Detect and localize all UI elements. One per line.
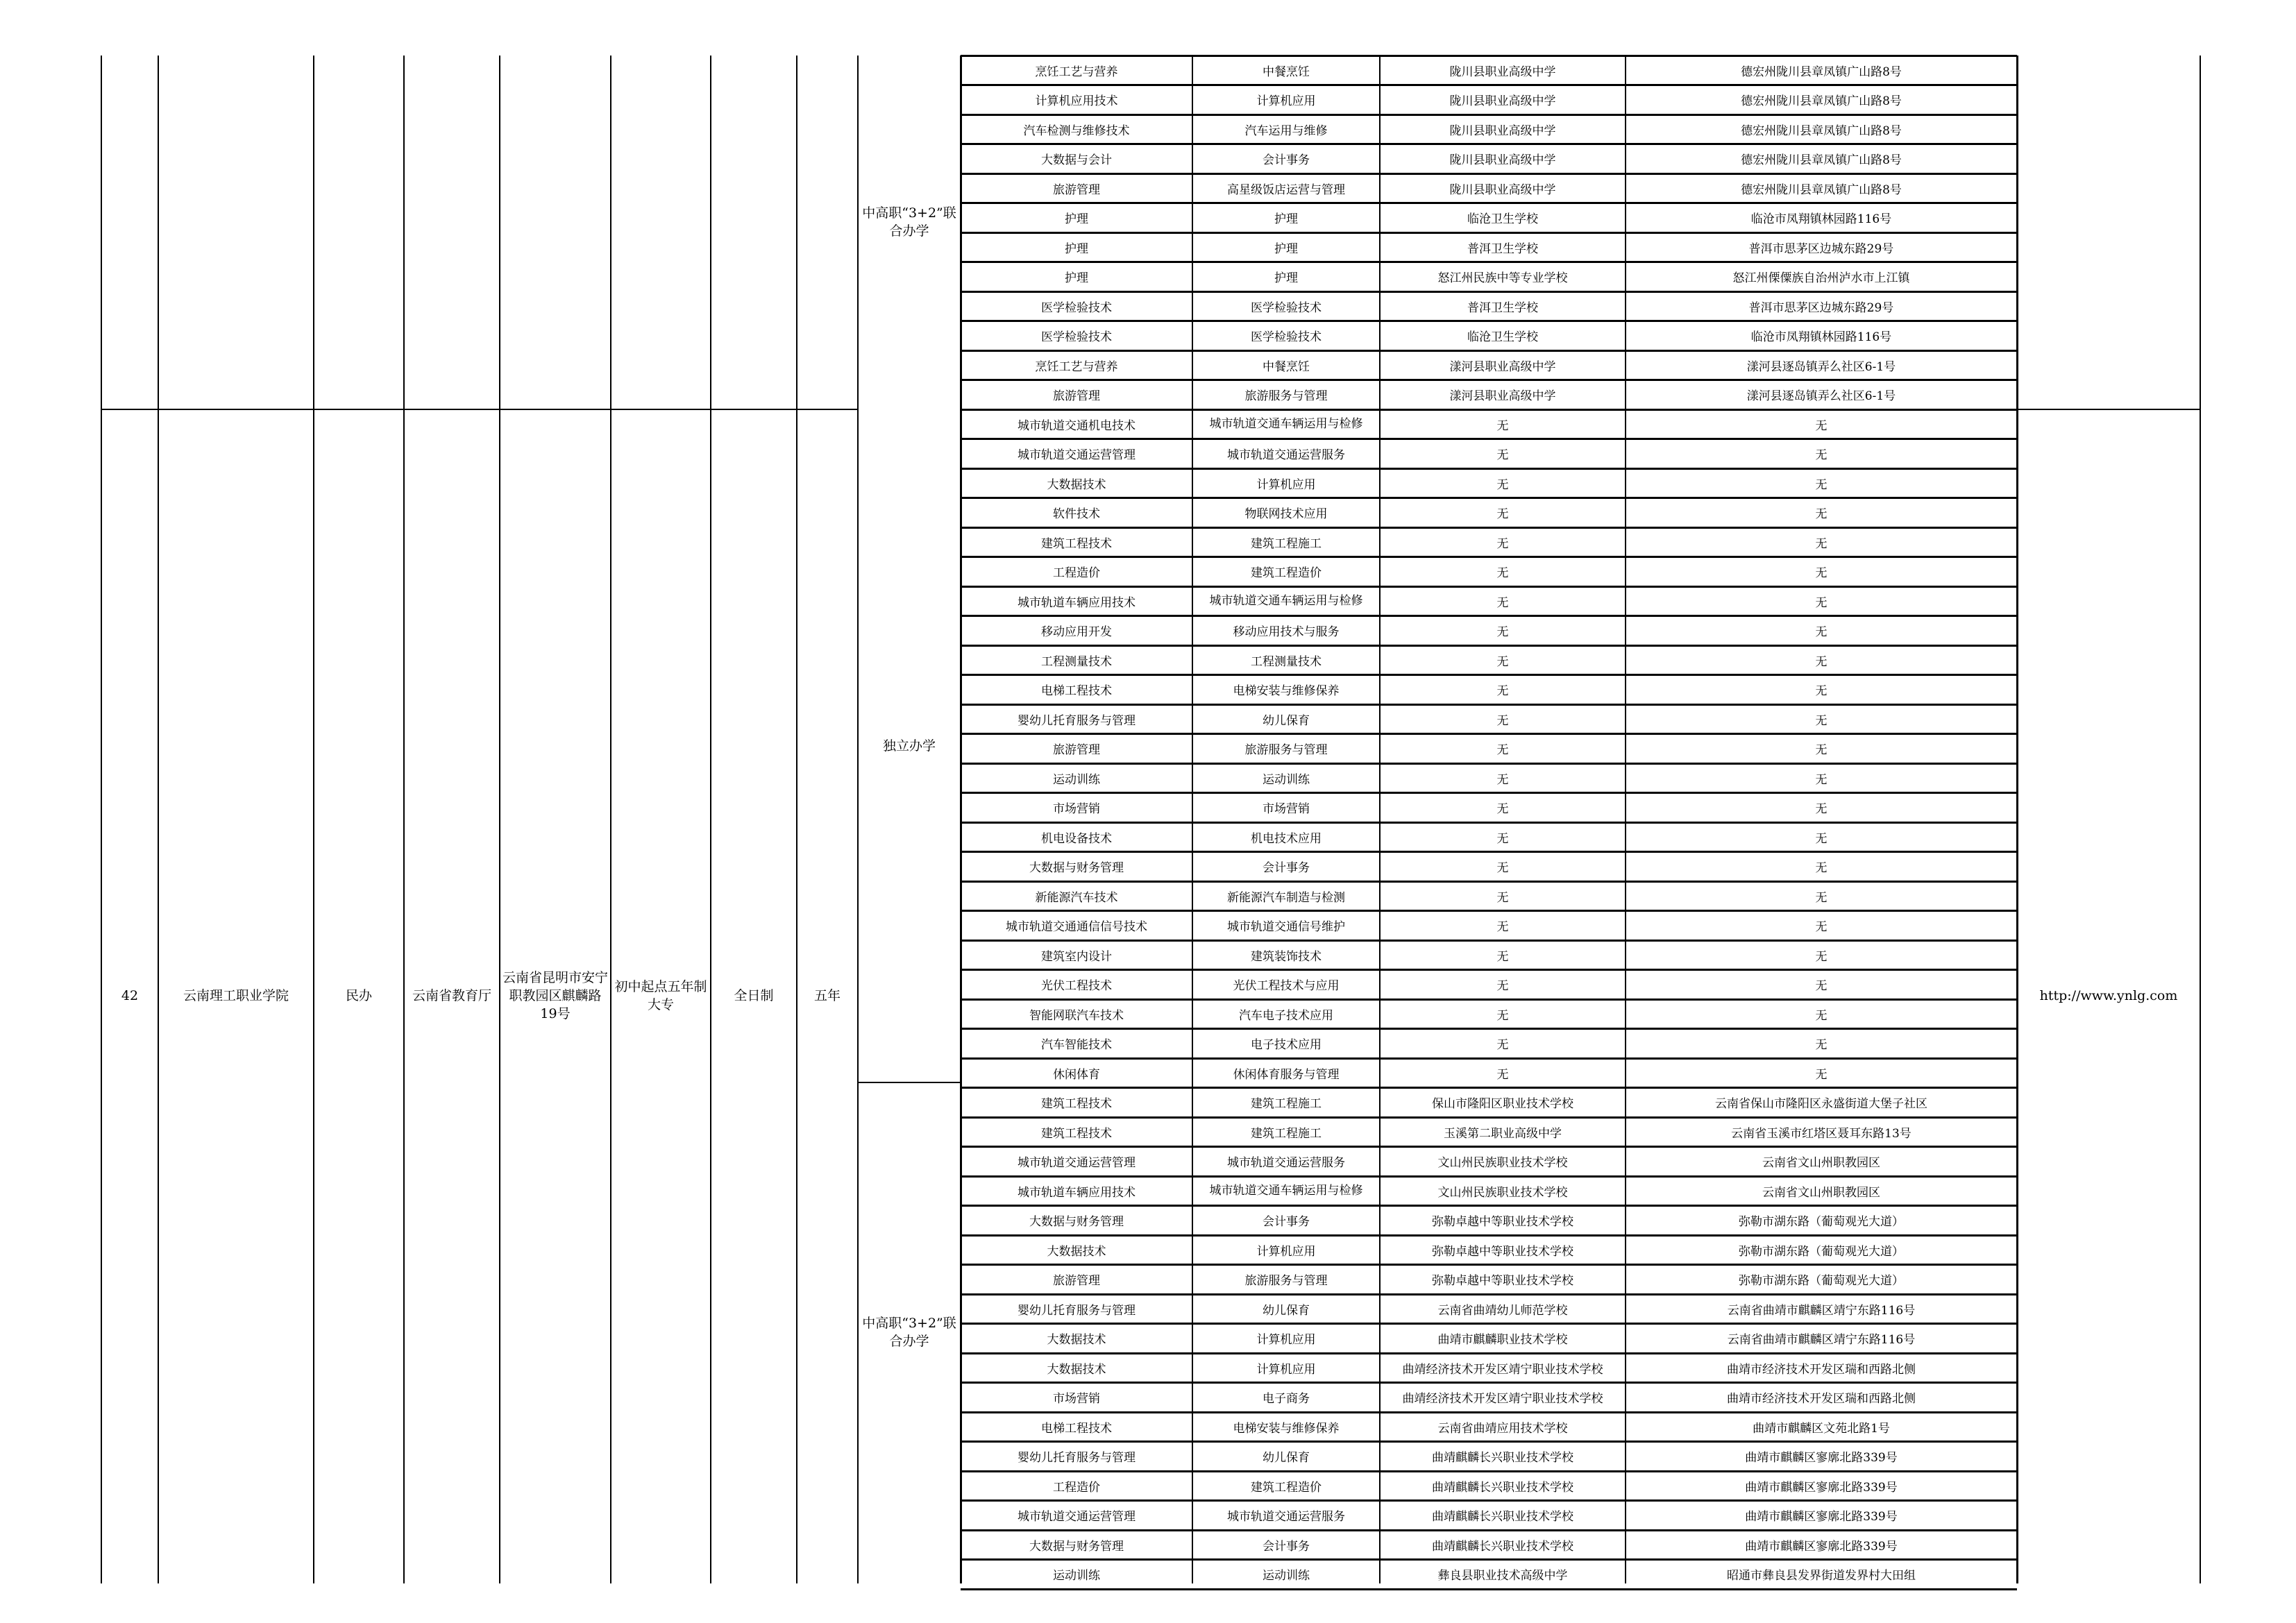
partner-school-cell: 彝良县职业技术高级中学 (1437, 1569, 1568, 1583)
secondary-major-cell: 建筑工程施工 (1251, 1097, 1322, 1112)
major-cell: 城市轨道交通运营管理 (1018, 448, 1136, 463)
table-grid-line (961, 468, 2017, 470)
partner-address-cell: 曲靖市麒麟区寥廓北路339号 (1745, 1539, 1898, 1554)
partner-address-cell: 无 (1815, 536, 1827, 551)
partner-school-cell: 普洱卫生学校 (1467, 300, 1538, 315)
secondary-major-cell: 计算机应用 (1256, 1244, 1316, 1259)
group-a-mode: 中高职“3+2”联合办学 (862, 205, 956, 239)
school-index: 42 (121, 988, 139, 1003)
partner-address-cell: 无 (1815, 684, 1827, 699)
major-cell: 智能网联汽车技术 (1029, 1008, 1124, 1023)
table-grid-line (961, 320, 2017, 322)
table-grid-line (960, 56, 962, 1583)
partner-address-cell: 昭通市彝良县发界街道发界村大田组 (1727, 1569, 1916, 1583)
partner-school-cell: 临沧卫生学校 (1467, 330, 1538, 345)
secondary-major-cell: 护理 (1274, 241, 1298, 256)
partner-school-cell: 无 (1496, 654, 1509, 669)
partner-address-cell: 无 (1815, 595, 1827, 610)
secondary-major-cell: 中餐烹饪 (1263, 359, 1310, 374)
partner-address-cell: 临沧市凤翔镇林园路116号 (1750, 330, 1892, 345)
partner-address-cell: 德宏州陇川县章凤镇广山路8号 (1741, 65, 1902, 79)
secondary-major-cell: 城市轨道交通车辆运用与检修 (1209, 1183, 1363, 1198)
partner-school-cell: 漾河县职业高级中学 (1449, 389, 1556, 404)
partner-school-cell: 陇川县职业高级中学 (1449, 124, 1556, 138)
partner-address-cell: 无 (1815, 713, 1827, 728)
major-cell: 汽车检测与维修技术 (1023, 124, 1130, 138)
major-cell: 婴幼儿托育服务与管理 (1018, 1451, 1136, 1465)
table-grid-line (961, 1264, 2017, 1266)
table-grid-line (2017, 409, 2200, 410)
major-cell: 软件技术 (1053, 507, 1100, 522)
partner-address-cell: 无 (1815, 654, 1827, 669)
partner-school-cell: 无 (1496, 684, 1509, 699)
table-grid-line (961, 438, 2017, 440)
partner-school-cell: 无 (1496, 743, 1509, 758)
table-grid-line (961, 822, 2017, 824)
table-grid-line (499, 56, 500, 1583)
major-cell: 旅游管理 (1053, 743, 1100, 758)
partner-address-cell: 德宏州陇川县章凤镇广山路8号 (1741, 94, 1902, 109)
major-cell: 建筑工程技术 (1041, 1097, 1112, 1112)
secondary-major-cell: 幼儿保育 (1263, 1303, 1310, 1318)
partner-address-cell: 无 (1815, 477, 1827, 492)
major-cell: 烹饪工艺与营养 (1035, 359, 1118, 374)
partner-school-cell: 曲靖麒麟长兴职业技术学校 (1432, 1510, 1573, 1524)
partner-school-cell: 曲靖麒麟长兴职业技术学校 (1432, 1480, 1573, 1495)
table-grid-line (961, 940, 2017, 942)
secondary-major-cell: 运动训练 (1263, 1569, 1310, 1583)
table-grid-line (961, 261, 2017, 263)
table-grid-line (961, 733, 2017, 735)
major-cell: 机电设备技术 (1041, 831, 1112, 846)
partner-address-cell: 弥勒市湖东路（葡萄观光大道） (1739, 1274, 1904, 1289)
major-cell: 城市轨道交通机电技术 (1018, 418, 1136, 433)
major-cell: 护理 (1065, 212, 1088, 227)
table-grid-line (961, 1234, 2017, 1237)
table-grid-line (961, 1146, 2017, 1148)
partner-address-cell: 怒江州傈僳族自治州泸水市上江镇 (1732, 271, 1910, 286)
secondary-major-cell: 医学检验技术 (1251, 330, 1322, 345)
partner-school-cell: 无 (1496, 477, 1509, 492)
major-cell: 婴幼儿托育服务与管理 (1018, 1303, 1136, 1318)
secondary-major-cell: 建筑工程施工 (1251, 1126, 1322, 1141)
partner-school-cell: 无 (1496, 1038, 1509, 1053)
secondary-major-cell: 城市轨道交通运营服务 (1227, 1510, 1345, 1524)
table-grid-line (961, 1558, 2017, 1561)
partner-school-cell: 陇川县职业高级中学 (1449, 65, 1556, 79)
school-program: 初中起点五年制大专 (614, 979, 707, 1012)
table-grid-line (101, 56, 102, 1583)
secondary-major-cell: 机电技术应用 (1251, 831, 1322, 846)
partner-address-cell: 无 (1815, 920, 1827, 935)
table-grid-line (710, 56, 711, 1583)
table-grid-line (961, 143, 2017, 145)
major-cell: 大数据技术 (1047, 1362, 1106, 1377)
partner-address-cell: 德宏州陇川县章凤镇广山路8号 (1741, 124, 1902, 138)
partner-school-cell: 玉溪第二职业高级中学 (1444, 1126, 1562, 1141)
partner-school-cell: 云南省曲靖应用技术学校 (1437, 1421, 1568, 1436)
partner-address-cell: 无 (1815, 979, 1827, 994)
table-grid-line (961, 881, 2017, 883)
partner-address-cell: 云南省保山市隆阳区永盛街道大堡子社区 (1715, 1097, 1927, 1112)
major-cell: 运动训练 (1053, 1569, 1100, 1583)
secondary-major-cell: 会计事务 (1263, 861, 1310, 876)
table-grid-line (961, 910, 2017, 912)
secondary-major-cell: 计算机应用 (1256, 94, 1316, 109)
table-grid-line (961, 851, 2017, 853)
partner-school-cell: 文山州民族职业技术学校 (1437, 1156, 1568, 1171)
major-cell: 计算机应用技术 (1035, 94, 1118, 109)
partner-school-cell: 弥勒卓越中等职业技术学校 (1432, 1274, 1573, 1289)
partner-address-cell: 无 (1815, 448, 1827, 463)
partner-address-cell: 无 (1815, 802, 1827, 817)
major-cell: 大数据技术 (1047, 1333, 1106, 1348)
partner-school-cell: 保山市隆阳区职业技术学校 (1432, 1097, 1573, 1112)
partner-address-cell: 无 (1815, 507, 1827, 522)
major-cell: 市场营销 (1053, 1392, 1100, 1407)
table-grid-line (961, 1087, 2017, 1089)
partner-address-cell: 云南省玉溪市红塔区聂耳东路13号 (1731, 1126, 1911, 1141)
table-grid-line (961, 792, 2017, 794)
major-cell: 大数据与财务管理 (1029, 1539, 1124, 1554)
secondary-major-cell: 会计事务 (1263, 1539, 1310, 1554)
table-grid-line (961, 556, 2017, 558)
partner-address-cell: 临沧市凤翔镇林园路116号 (1750, 212, 1892, 227)
table-grid-line (961, 1116, 2017, 1119)
partner-school-cell: 曲靖麒麟长兴职业技术学校 (1432, 1451, 1573, 1465)
major-cell: 烹饪工艺与营养 (1035, 65, 1118, 79)
secondary-major-cell: 计算机应用 (1256, 1362, 1316, 1377)
major-cell: 婴幼儿托育服务与管理 (1018, 713, 1136, 728)
partner-address-cell: 无 (1815, 831, 1827, 846)
secondary-major-cell: 幼儿保育 (1263, 713, 1310, 728)
partner-address-cell: 云南省曲靖市麒麟区靖宁东路116号 (1727, 1303, 1916, 1318)
major-cell: 旅游管理 (1053, 389, 1100, 404)
secondary-major-cell: 移动应用技术与服务 (1233, 625, 1340, 640)
partner-address-cell: 德宏州陇川县章凤镇广山路8号 (1741, 182, 1902, 197)
table-grid-line (961, 763, 2017, 765)
school-name: 云南理工职业学院 (183, 988, 289, 1003)
table-grid-line (961, 409, 2017, 411)
table-grid-line (961, 232, 2017, 234)
table-grid-line (961, 1441, 2017, 1443)
major-cell: 工程造价 (1053, 566, 1100, 581)
partner-school-cell: 无 (1496, 713, 1509, 728)
major-cell: 城市轨道车辆应用技术 (1018, 1185, 1136, 1200)
partner-address-cell: 曲靖市经济技术开发区瑞和西路北侧 (1727, 1392, 1916, 1407)
major-cell: 电梯工程技术 (1041, 684, 1112, 699)
school-authority: 云南省教育厅 (412, 988, 491, 1003)
major-cell: 护理 (1065, 241, 1088, 256)
table-grid-line (961, 1293, 2017, 1295)
partner-school-cell: 无 (1496, 890, 1509, 905)
secondary-major-cell: 光伏工程技术与应用 (1233, 979, 1340, 994)
table-grid-line (961, 969, 2017, 971)
major-cell: 市场营销 (1053, 802, 1100, 817)
table-grid-line (961, 55, 2017, 57)
secondary-major-cell: 休闲体育服务与管理 (1233, 1067, 1340, 1082)
partner-address-cell: 普洱市思茅区边城东路29号 (1748, 241, 1894, 256)
partner-address-cell: 弥勒市湖东路（葡萄观光大道） (1739, 1244, 1904, 1259)
major-cell: 城市轨道交通通信信号技术 (1006, 920, 1147, 935)
secondary-major-cell: 城市轨道交通车辆运用与检修 (1209, 593, 1363, 608)
secondary-major-cell: 计算机应用 (1256, 1333, 1316, 1348)
major-cell: 旅游管理 (1053, 1274, 1100, 1289)
table-grid-line (961, 202, 2017, 204)
major-cell: 医学检验技术 (1041, 300, 1112, 315)
table-grid-line (961, 1529, 2017, 1531)
secondary-major-cell: 建筑工程造价 (1251, 1480, 1322, 1495)
partner-address-cell: 无 (1815, 890, 1827, 905)
partner-school-cell: 无 (1496, 949, 1509, 964)
partner-school-cell: 无 (1496, 448, 1509, 463)
table-grid-line (796, 56, 797, 1583)
partner-school-cell: 曲靖市麒麟职业技术学校 (1437, 1333, 1568, 1348)
secondary-major-cell: 电梯安装与维修保养 (1233, 1421, 1340, 1436)
partner-address-cell: 曲靖市经济技术开发区瑞和西路北侧 (1727, 1362, 1916, 1377)
partner-school-cell: 无 (1496, 920, 1509, 935)
partner-address-cell: 弥勒市湖东路（葡萄观光大道） (1739, 1215, 1904, 1230)
partner-address-cell: 无 (1815, 418, 1827, 433)
partner-address-cell: 云南省文山州职教园区 (1762, 1185, 1880, 1200)
major-cell: 大数据与财务管理 (1029, 861, 1124, 876)
table-grid-line (961, 704, 2017, 706)
secondary-major-cell: 会计事务 (1263, 1215, 1310, 1230)
partner-school-cell: 陇川县职业高级中学 (1449, 94, 1556, 109)
partner-school-cell: 普洱卫生学校 (1467, 241, 1538, 256)
table-grid-line (961, 1470, 2017, 1472)
major-cell: 电梯工程技术 (1041, 1421, 1112, 1436)
secondary-major-cell: 城市轨道交通车辆运用与检修 (1209, 416, 1363, 431)
secondary-major-cell: 护理 (1274, 271, 1298, 286)
partner-school-cell: 无 (1496, 861, 1509, 876)
partner-address-cell: 无 (1815, 949, 1827, 964)
partner-address-cell: 无 (1815, 1038, 1827, 1053)
table-grid-line (961, 1499, 2017, 1502)
partner-school-cell: 云南省曲靖幼儿师范学校 (1437, 1303, 1568, 1318)
major-cell: 汽车智能技术 (1041, 1038, 1112, 1053)
secondary-major-cell: 物联网技术应用 (1244, 507, 1328, 522)
secondary-major-cell: 旅游服务与管理 (1244, 743, 1328, 758)
table-grid-line (101, 409, 858, 410)
table-grid-line (961, 84, 2017, 86)
table-grid-line (1379, 56, 1381, 1583)
major-cell: 移动应用开发 (1041, 625, 1112, 640)
partner-school-cell: 弥勒卓越中等职业技术学校 (1432, 1215, 1573, 1230)
table-grid-line (961, 1382, 2017, 1384)
table-grid-line (313, 56, 314, 1583)
major-cell: 建筑工程技术 (1041, 1126, 1112, 1141)
table-grid-line (961, 291, 2017, 293)
partner-address-cell: 曲靖市麒麟区寥廓北路339号 (1745, 1451, 1898, 1465)
partner-school-cell: 陇川县职业高级中学 (1449, 182, 1556, 197)
table-grid-line (1625, 56, 1626, 1583)
table-grid-line (961, 1588, 2017, 1590)
secondary-major-cell: 城市轨道交通信号维护 (1227, 920, 1345, 935)
major-cell: 护理 (1065, 271, 1088, 286)
partner-school-cell: 无 (1496, 802, 1509, 817)
partner-address-cell: 德宏州陇川县章凤镇广山路8号 (1741, 153, 1902, 168)
table-grid-line (403, 56, 405, 1583)
table-grid-line (961, 527, 2017, 529)
school-duration: 五年 (813, 988, 841, 1003)
partner-address-cell: 云南省文山州职教园区 (1762, 1156, 1880, 1171)
table-grid-line (961, 645, 2017, 647)
partner-school-cell: 文山州民族职业技术学校 (1437, 1185, 1568, 1200)
partner-school-cell: 无 (1496, 772, 1509, 787)
major-cell: 大数据与会计 (1041, 153, 1112, 168)
school-study-form: 全日制 (734, 988, 774, 1003)
table-grid-line (158, 56, 159, 1583)
partner-school-cell: 无 (1496, 1067, 1509, 1082)
secondary-major-cell: 电子商务 (1263, 1392, 1310, 1407)
secondary-major-cell: 医学检验技术 (1251, 300, 1322, 315)
major-cell: 建筑室内设计 (1041, 949, 1112, 964)
group-c-mode: 中高职“3+2”联合办学 (862, 1316, 956, 1349)
partner-school-cell: 弥勒卓越中等职业技术学校 (1432, 1244, 1573, 1259)
major-cell: 医学检验技术 (1041, 330, 1112, 345)
partner-address-cell: 无 (1815, 743, 1827, 758)
partner-school-cell: 无 (1496, 625, 1509, 640)
secondary-major-cell: 旅游服务与管理 (1244, 1274, 1328, 1289)
secondary-major-cell: 汽车电子技术应用 (1239, 1008, 1333, 1023)
partner-school-cell: 无 (1496, 507, 1509, 522)
table-grid-line (961, 1028, 2017, 1030)
secondary-major-cell: 建筑工程施工 (1251, 536, 1322, 551)
partner-address-cell: 无 (1815, 772, 1827, 787)
major-cell: 城市轨道交通运营管理 (1018, 1156, 1136, 1171)
secondary-major-cell: 建筑工程造价 (1251, 566, 1322, 581)
secondary-major-cell: 工程测量技术 (1251, 654, 1322, 669)
partner-school-cell: 无 (1496, 566, 1509, 581)
major-cell: 光伏工程技术 (1041, 979, 1112, 994)
secondary-major-cell: 会计事务 (1263, 153, 1310, 168)
school-address: 云南省昆明市安宁职教园区麒麟路19号 (503, 970, 609, 1021)
major-cell: 大数据技术 (1047, 1244, 1106, 1259)
secondary-major-cell: 汽车运用与维修 (1244, 124, 1328, 138)
table-grid-line (961, 1352, 2017, 1354)
secondary-major-cell: 城市轨道交通运营服务 (1227, 448, 1345, 463)
school-website-link[interactable]: http://www.ynlg.com (2039, 988, 2178, 1003)
secondary-major-cell: 市场营销 (1263, 802, 1310, 817)
partner-address-cell: 曲靖市麒麟区寥廓北路339号 (1745, 1510, 1898, 1524)
partner-school-cell: 无 (1496, 831, 1509, 846)
table-grid-line (961, 1057, 2017, 1060)
table-grid-line (857, 56, 859, 1583)
secondary-major-cell: 中餐烹饪 (1263, 65, 1310, 79)
table-grid-line (610, 56, 611, 1583)
table-grid-line (961, 114, 2017, 116)
partner-address-cell: 曲靖市麒麟区寥廓北路339号 (1745, 1480, 1898, 1495)
major-cell: 旅游管理 (1053, 182, 1100, 197)
partner-address-cell: 无 (1815, 1067, 1827, 1082)
table-grid-line (961, 999, 2017, 1001)
partner-address-cell: 云南省曲靖市麒麟区靖宁东路116号 (1727, 1333, 1916, 1348)
partner-school-cell: 无 (1496, 595, 1509, 610)
secondary-major-cell: 幼儿保育 (1263, 1451, 1310, 1465)
table-grid-line (2016, 56, 2018, 1583)
secondary-major-cell: 计算机应用 (1256, 477, 1316, 492)
partner-address-cell: 普洱市思茅区边城东路29号 (1748, 300, 1894, 315)
table-grid-line (961, 350, 2017, 352)
secondary-major-cell: 护理 (1274, 212, 1298, 227)
secondary-major-cell: 建筑装饰技术 (1251, 949, 1322, 964)
secondary-major-cell: 电子技术应用 (1251, 1038, 1322, 1053)
partner-school-cell: 曲靖经济技术开发区靖宁职业技术学校 (1402, 1362, 1603, 1377)
table-grid-line (961, 1175, 2017, 1178)
partner-school-cell: 怒江州民族中等专业学校 (1437, 271, 1568, 286)
major-cell: 大数据技术 (1047, 477, 1106, 492)
partner-school-cell: 陇川县职业高级中学 (1449, 153, 1556, 168)
partner-address-cell: 无 (1815, 861, 1827, 876)
secondary-major-cell: 新能源汽车制造与检测 (1227, 890, 1345, 905)
major-cell: 大数据与财务管理 (1029, 1215, 1124, 1230)
secondary-major-cell: 城市轨道交通运营服务 (1227, 1156, 1345, 1171)
partner-school-cell: 无 (1496, 418, 1509, 433)
table-grid-line (961, 1323, 2017, 1325)
partner-address-cell: 无 (1815, 566, 1827, 581)
partner-school-cell: 无 (1496, 536, 1509, 551)
secondary-major-cell: 电梯安装与维修保养 (1233, 684, 1340, 699)
major-cell: 休闲体育 (1053, 1067, 1100, 1082)
partner-address-cell: 曲靖市麒麟区文苑北路1号 (1753, 1421, 1890, 1436)
table-grid-line (961, 173, 2017, 175)
partner-address-cell: 漾河县逐岛镇弄么社区6-1号 (1746, 359, 1896, 374)
table-grid-line (2200, 56, 2201, 1583)
table-grid-line (858, 1082, 961, 1083)
partner-address-cell: 无 (1815, 1008, 1827, 1023)
partner-school-cell: 无 (1496, 1008, 1509, 1023)
partner-school-cell: 无 (1496, 979, 1509, 994)
table-grid-line (961, 586, 2017, 588)
major-cell: 城市轨道交通运营管理 (1018, 1510, 1136, 1524)
major-cell: 工程测量技术 (1041, 654, 1112, 669)
secondary-major-cell: 旅游服务与管理 (1244, 389, 1328, 404)
partner-school-cell: 临沧卫生学校 (1467, 212, 1538, 227)
major-cell: 城市轨道车辆应用技术 (1018, 595, 1136, 610)
major-cell: 运动训练 (1053, 772, 1100, 787)
table-grid-line (1192, 56, 1193, 1583)
partner-address-cell: 无 (1815, 625, 1827, 640)
table-grid-line (961, 379, 2017, 381)
secondary-major-cell: 运动训练 (1263, 772, 1310, 787)
major-cell: 新能源汽车技术 (1035, 890, 1118, 905)
secondary-major-cell: 高星级饭店运营与管理 (1227, 182, 1345, 197)
table-grid-line (961, 674, 2017, 676)
partner-school-cell: 漾河县职业高级中学 (1449, 359, 1556, 374)
school-type: 民办 (345, 988, 372, 1003)
table-grid-line (961, 615, 2017, 617)
table-grid-line (961, 1205, 2017, 1207)
partner-school-cell: 曲靖麒麟长兴职业技术学校 (1432, 1539, 1573, 1554)
group-b-mode: 独立办学 (882, 738, 936, 754)
partner-school-cell: 曲靖经济技术开发区靖宁职业技术学校 (1402, 1392, 1603, 1407)
partner-address-cell: 漾河县逐岛镇弄么社区6-1号 (1746, 389, 1896, 404)
major-cell: 建筑工程技术 (1041, 536, 1112, 551)
table-grid-line (961, 497, 2017, 499)
table-grid-line (961, 1411, 2017, 1413)
major-cell: 工程造价 (1053, 1480, 1100, 1495)
